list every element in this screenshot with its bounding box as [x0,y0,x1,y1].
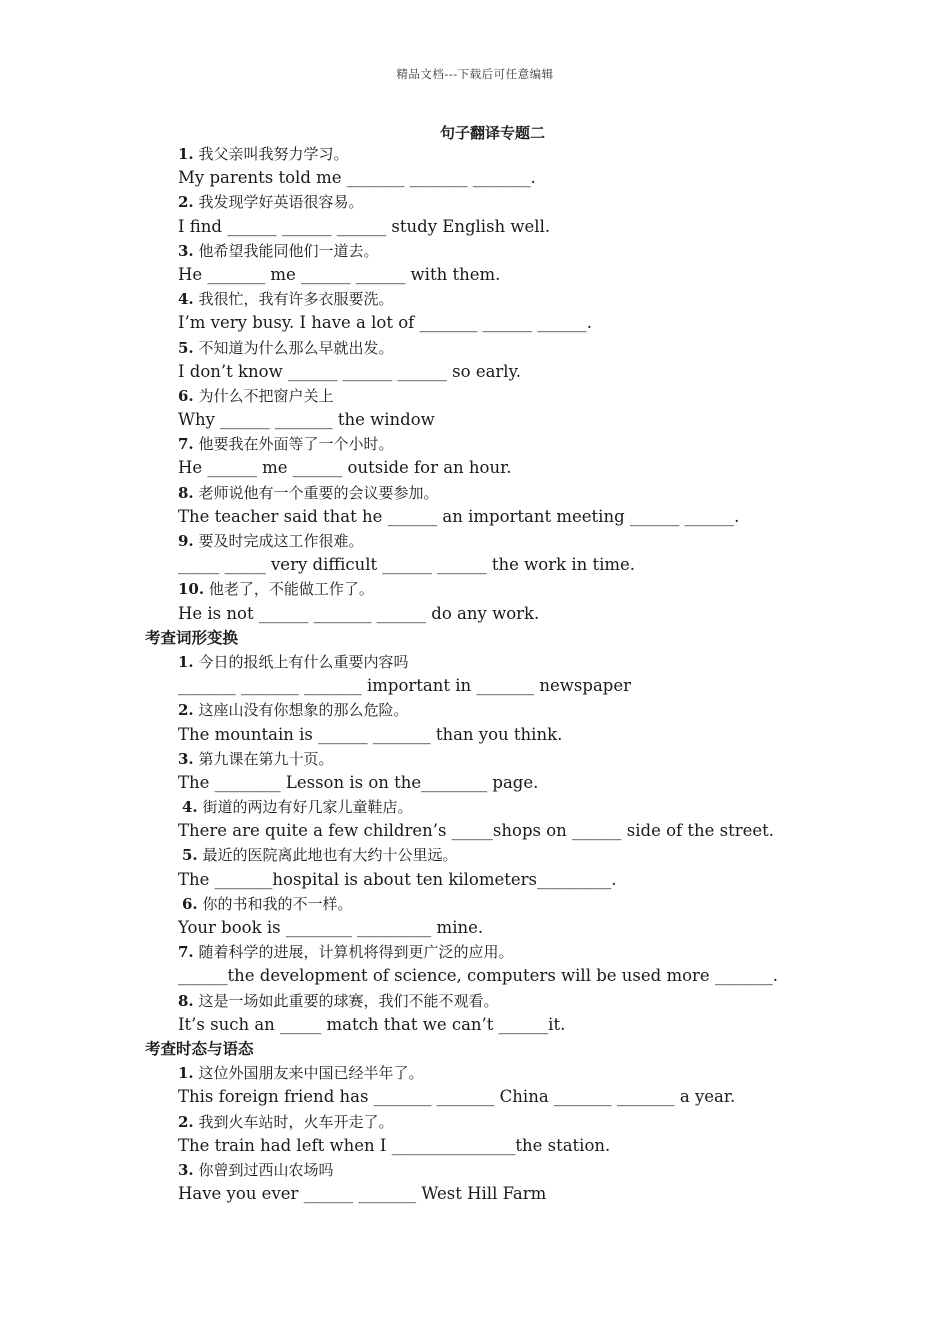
question-text: 他要我在外面等了一个小时。 [193,435,394,454]
question-text: 你的书和我的不一样。 [197,894,353,913]
question-number: 5. [182,846,198,865]
answer-sentence: The teacher said that he ______ an important meeting ______ ______. [178,506,740,526]
question-text: 这是一场如此重要的球赛，我们不能不观看。 [193,991,499,1010]
question-number: 1. [178,145,194,163]
answer-sentence: The mountain is ______ _______ than you think. [178,724,563,744]
question-number: 2. [178,701,194,720]
question-text: 我到火车站时，火车开走了。 [193,1112,394,1131]
question-chinese [145,1061,925,1085]
question-number: 3. [178,749,194,768]
page-header: 精品文档---下载后可任意编辑 [396,67,554,81]
question-text: 今日的报纸上有什么重要内容吗 [193,652,409,671]
answer-sentence: Your book is ________ _________ mine. [178,918,484,937]
question-number: 7. [178,943,194,962]
answer-sentence: He is not ______ _______ ______ do any work. [178,603,540,623]
question-chinese [145,481,925,505]
question-number: 9. [178,532,194,550]
question-chinese [145,432,925,456]
question-text: 他希望我能同他们一道去。 [193,241,379,260]
section-heading: 考查时态与语态 [145,1038,254,1058]
question-chinese [145,287,925,311]
answer-sentence: The ________ Lesson is on the________ page. [178,772,539,792]
question-number: 10. [178,580,205,599]
question-number: 2. [178,1112,194,1131]
question-text: 最近的医院离此地也有大约十公里远。 [197,846,458,865]
question-number: 5. [178,338,194,357]
question-number: 8. [178,991,194,1010]
question-chinese [145,940,925,964]
question-number: 3. [178,1160,194,1179]
question-text: 我父亲叫我努力学习。 [193,145,349,163]
question-chinese [145,190,925,214]
answer-sentence: It’s such an _____ match that we can’t ______it. [178,1014,566,1034]
question-number: 1. [178,652,194,671]
question-text: 这座山没有你想象的那么危险。 [193,701,409,720]
section-heading: 考查词形变换 [145,627,239,647]
question-text: 老师说他有一个重要的会议要参加。 [193,483,439,502]
question-text: 要及时完成这工作很难。 [193,532,364,550]
question-text: 第九课在第九十页。 [193,749,334,768]
question-chinese [145,336,925,360]
answer-sentence: He _______ me ______ ______ with them. [178,264,501,284]
question-text: 你曾到过西山农场吗 [193,1160,334,1179]
answer-sentence: Have you ever ______ _______ West Hill Farm [178,1184,547,1204]
question-chinese [145,843,925,867]
question-chinese [145,650,925,674]
question-text: 为什么不把窗户关上 [193,386,334,405]
question-chinese [145,892,925,916]
question-number: 4. [182,798,198,817]
document-title: 句子翻译专题二 [439,124,545,142]
question-chinese [145,529,925,553]
question-number: 8. [178,483,194,502]
question-number: 3. [178,241,194,260]
question-chinese [145,989,925,1013]
answer-sentence: _______ _______ _______ important in _______ newspaper [178,676,632,696]
question-number: 6. [182,894,198,913]
question-chinese [145,577,925,601]
question-text: 街道的两边有好几家儿童鞋店。 [197,798,413,817]
question-text: 我发现学好英语很容易。 [193,193,364,212]
answer-sentence: This foreign friend has _______ _______ China _______ _______ a year. [178,1087,736,1107]
question-number: 1. [178,1064,194,1083]
answer-sentence: I’m very busy. I have a lot of _______ ______ ______. [178,313,592,333]
answer-sentence: _____ _____ very difficult ______ ______ the work in time. [178,555,636,575]
question-number: 6. [178,386,194,405]
answer-sentence: The train had left when I _______________the station. [178,1135,611,1155]
question-chinese [145,795,925,819]
question-chinese [145,698,925,722]
question-number: 2. [178,193,194,212]
question-text: 这位外国朋友来中国已经半年了。 [193,1064,424,1083]
answer-sentence: The _______hospital is about ten kilometers_________. [178,869,617,889]
question-chinese [145,239,925,263]
question-chinese [145,142,925,166]
answer-sentence: He ______ me ______ outside for an hour. [178,458,512,478]
answer-sentence: There are quite a few children’s _____shops on ______ side of the street. [178,821,775,841]
question-text: 他老了，不能做工作了。 [204,580,374,599]
question-text: 我很忙，我有许多衣服要洗。 [193,290,394,309]
answer-sentence: My parents told me _______ _______ _______. [178,168,536,188]
question-text: 随着科学的进展，计算机将得到更广泛的应用。 [193,943,514,962]
question-number: 7. [178,435,194,454]
answer-sentence: ______the development of science, computers will be used more _______. [178,966,778,986]
document-body [145,142,925,1206]
question-number: 4. [178,290,194,309]
question-text: 不知道为什么那么早就出发。 [193,338,394,357]
question-chinese [145,1158,925,1182]
answer-sentence: Why ______ _______ the window [178,410,435,430]
answer-sentence: I find ______ ______ ______ study English well. [178,216,551,236]
question-chinese [145,1110,925,1134]
answer-sentence: I don’t know ______ ______ ______ so early. [178,361,521,381]
question-chinese [145,747,925,771]
question-chinese [145,384,925,408]
